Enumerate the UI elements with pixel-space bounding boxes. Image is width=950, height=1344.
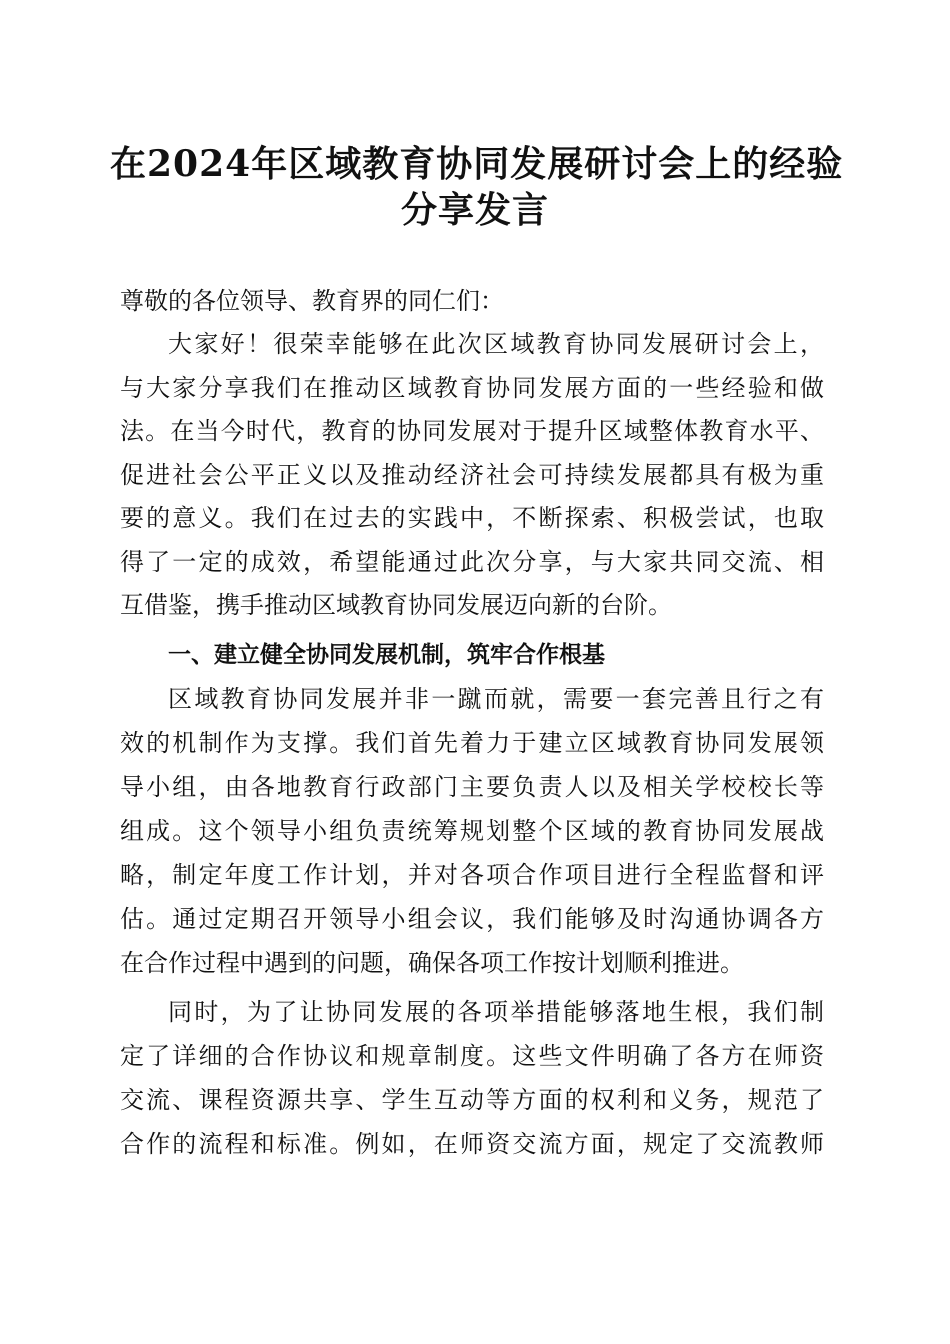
body-line: 估。通过定期召开领导小组会议，我们能够及时沟通协调各方 [120, 905, 824, 933]
document-title-line-2: 分享发言 [400, 189, 549, 231]
body-line: 区域教育协同发展并非一蹴而就，需要一套完善且行之有 [168, 685, 824, 713]
body-line: 导小组，由各地教育行政部门主要负责人以及相关学校校长等 [120, 773, 824, 801]
body-line: 合作的流程和标准。例如，在师资交流方面，规定了交流教师 [120, 1130, 824, 1158]
section-heading: 一、建立健全协同发展机制，筑牢合作根基 [168, 642, 605, 668]
body-line: 同时，为了让协同发展的各项举措能够落地生根，我们制 [168, 998, 824, 1026]
body-line: 要的意义。我们在过去的实践中，不断探索、积极尝试，也取 [120, 504, 824, 532]
body-line: 略，制定年度工作计划，并对各项合作项目进行全程监督和评 [120, 861, 824, 889]
body-line: 组成。这个领导小组负责统筹规划整个区域的教育协同发展战 [120, 817, 824, 845]
body-line: 定了详细的合作协议和规章制度。这些文件明确了各方在师资 [120, 1042, 824, 1070]
body-line: 在合作过程中遇到的问题，确保各项工作按计划顺利推进。 [120, 949, 744, 977]
body-line: 交流、课程资源共享、学生互动等方面的权利和义务，规范了 [120, 1086, 824, 1114]
body-line: 促进社会公平正义以及推动经济社会可持续发展都具有极为重 [120, 461, 824, 489]
body-line: 得了一定的成效，希望能通过此次分享，与大家共同交流、相 [120, 548, 824, 576]
document-title-line-1: 在2024年区域教育协同发展研讨会上的经验 [110, 143, 844, 185]
body-line: 效的机制作为支撑。我们首先着力于建立区域教育协同发展领 [120, 729, 824, 757]
body-line: 互借鉴，携手推动区域教育协同发展迈向新的台阶。 [120, 591, 672, 619]
salutation: 尊敬的各位领导、教育界的同仁们： [120, 287, 504, 315]
body-line: 大家好！很荣幸能够在此次区域教育协同发展研讨会上， [168, 330, 824, 358]
body-line: 法。在当今时代，教育的协同发展对于提升区域整体教育水平、 [120, 417, 824, 445]
body-line: 与大家分享我们在推动区域教育协同发展方面的一些经验和做 [120, 374, 824, 402]
